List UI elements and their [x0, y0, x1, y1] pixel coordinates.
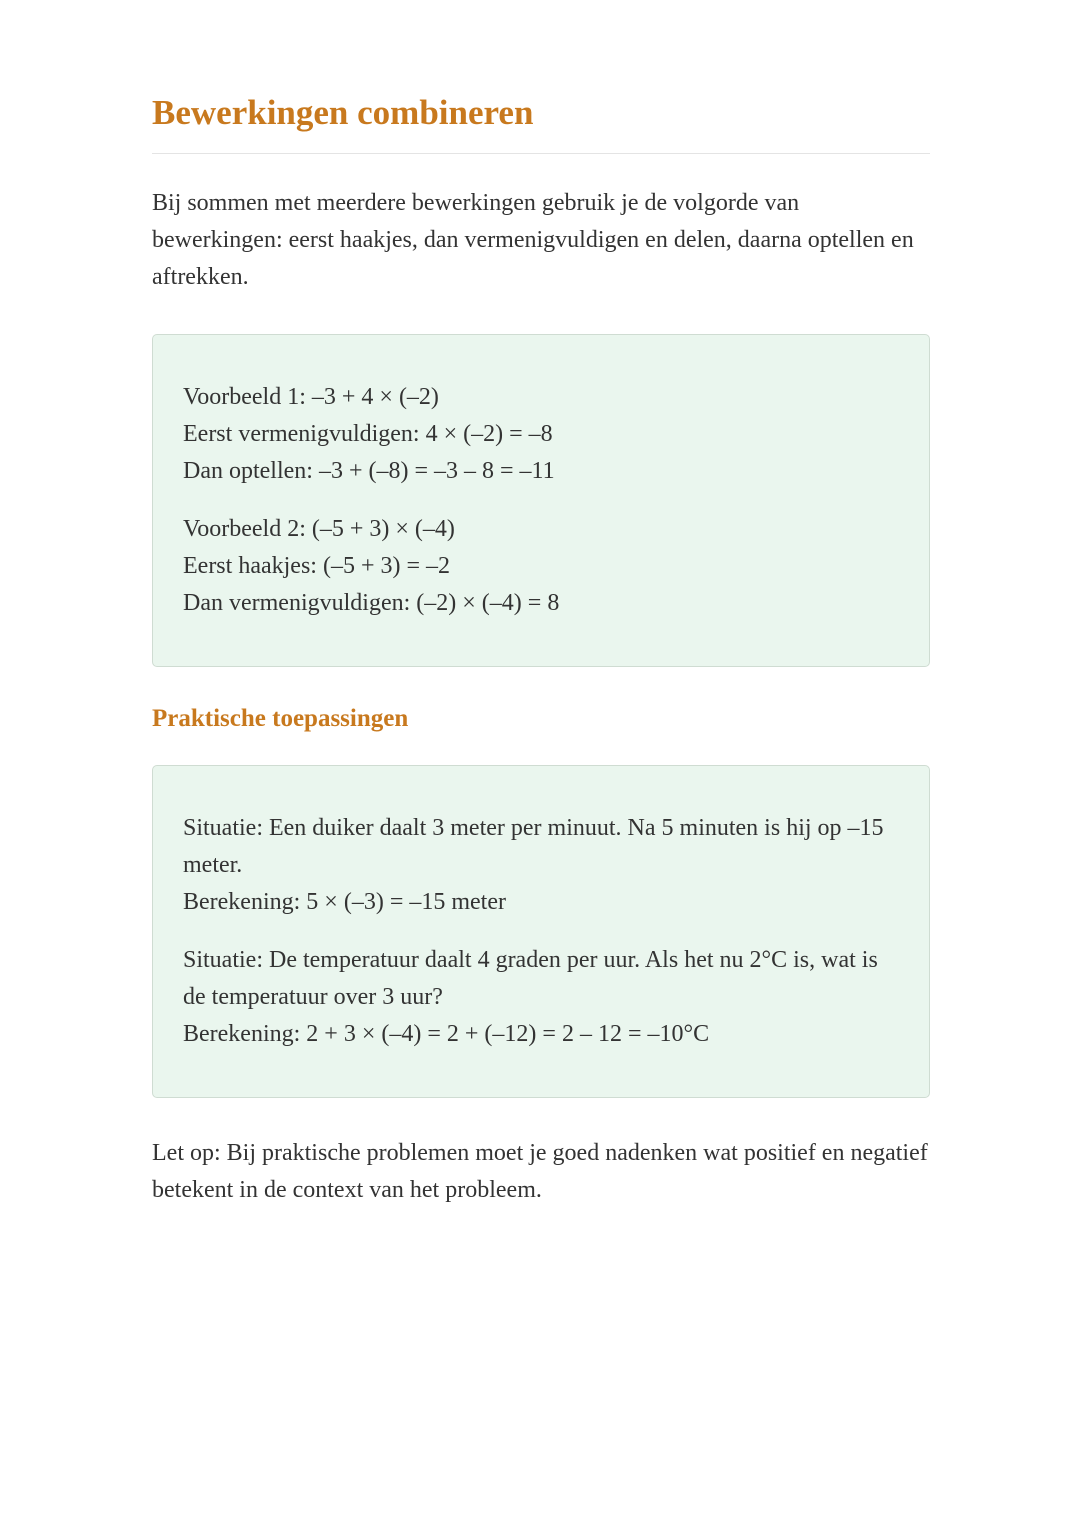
page-title: Bewerkingen combineren	[152, 93, 534, 132]
situation-text: Situatie: Een duiker daalt 3 meter per minuut. Na 5 minuten is hij op –15 meter.	[183, 815, 884, 879]
calculation-text: Berekening: 5 × (–3) = –15 meter	[183, 889, 506, 916]
note-paragraph: Let op: Bij praktische problemen moet je goed nadenken wat positief en negatief betekent in de context van het probleem.	[152, 1140, 928, 1204]
subheading: Praktische toepassingen	[152, 705, 409, 733]
applications-box	[152, 765, 930, 1098]
content-column	[152, 0, 930, 1209]
example-block-1	[183, 379, 899, 490]
example-line: Eerst vermenigvuldigen: 4 × (–2) = –8	[183, 421, 553, 448]
example-line: Voorbeeld 2: (–5 + 3) × (–4)	[183, 516, 455, 543]
examples-box	[152, 334, 930, 667]
situation-block-2	[183, 942, 899, 1053]
calculation-text: Berekening: 2 + 3 × (–4) = 2 + (–12) = 2 – 12 = –10°C	[183, 1021, 710, 1048]
example-line: Voorbeeld 1: –3 + 4 × (–2)	[183, 384, 439, 411]
title-divider	[152, 153, 930, 154]
situation-block-1	[183, 810, 899, 921]
example-line: Dan vermenigvuldigen: (–2) × (–4) = 8	[183, 590, 560, 617]
example-block-2	[183, 511, 899, 622]
situation-text: Situatie: De temperatuur daalt 4 graden per uur. Als het nu 2°C is, wat is de temperatuur over 3 uur?	[183, 947, 878, 1011]
example-line: Eerst haakjes: (–5 + 3) = –2	[183, 553, 450, 580]
example-line: Dan optellen: –3 + (–8) = –3 – 8 = –11	[183, 458, 555, 485]
intro-paragraph: Bij sommen met meerdere bewerkingen gebruik je de volgorde van bewerkingen: eerst haakjes, dan vermenigvuldigen en delen, daarna optellen en aftrekken.	[152, 190, 914, 291]
